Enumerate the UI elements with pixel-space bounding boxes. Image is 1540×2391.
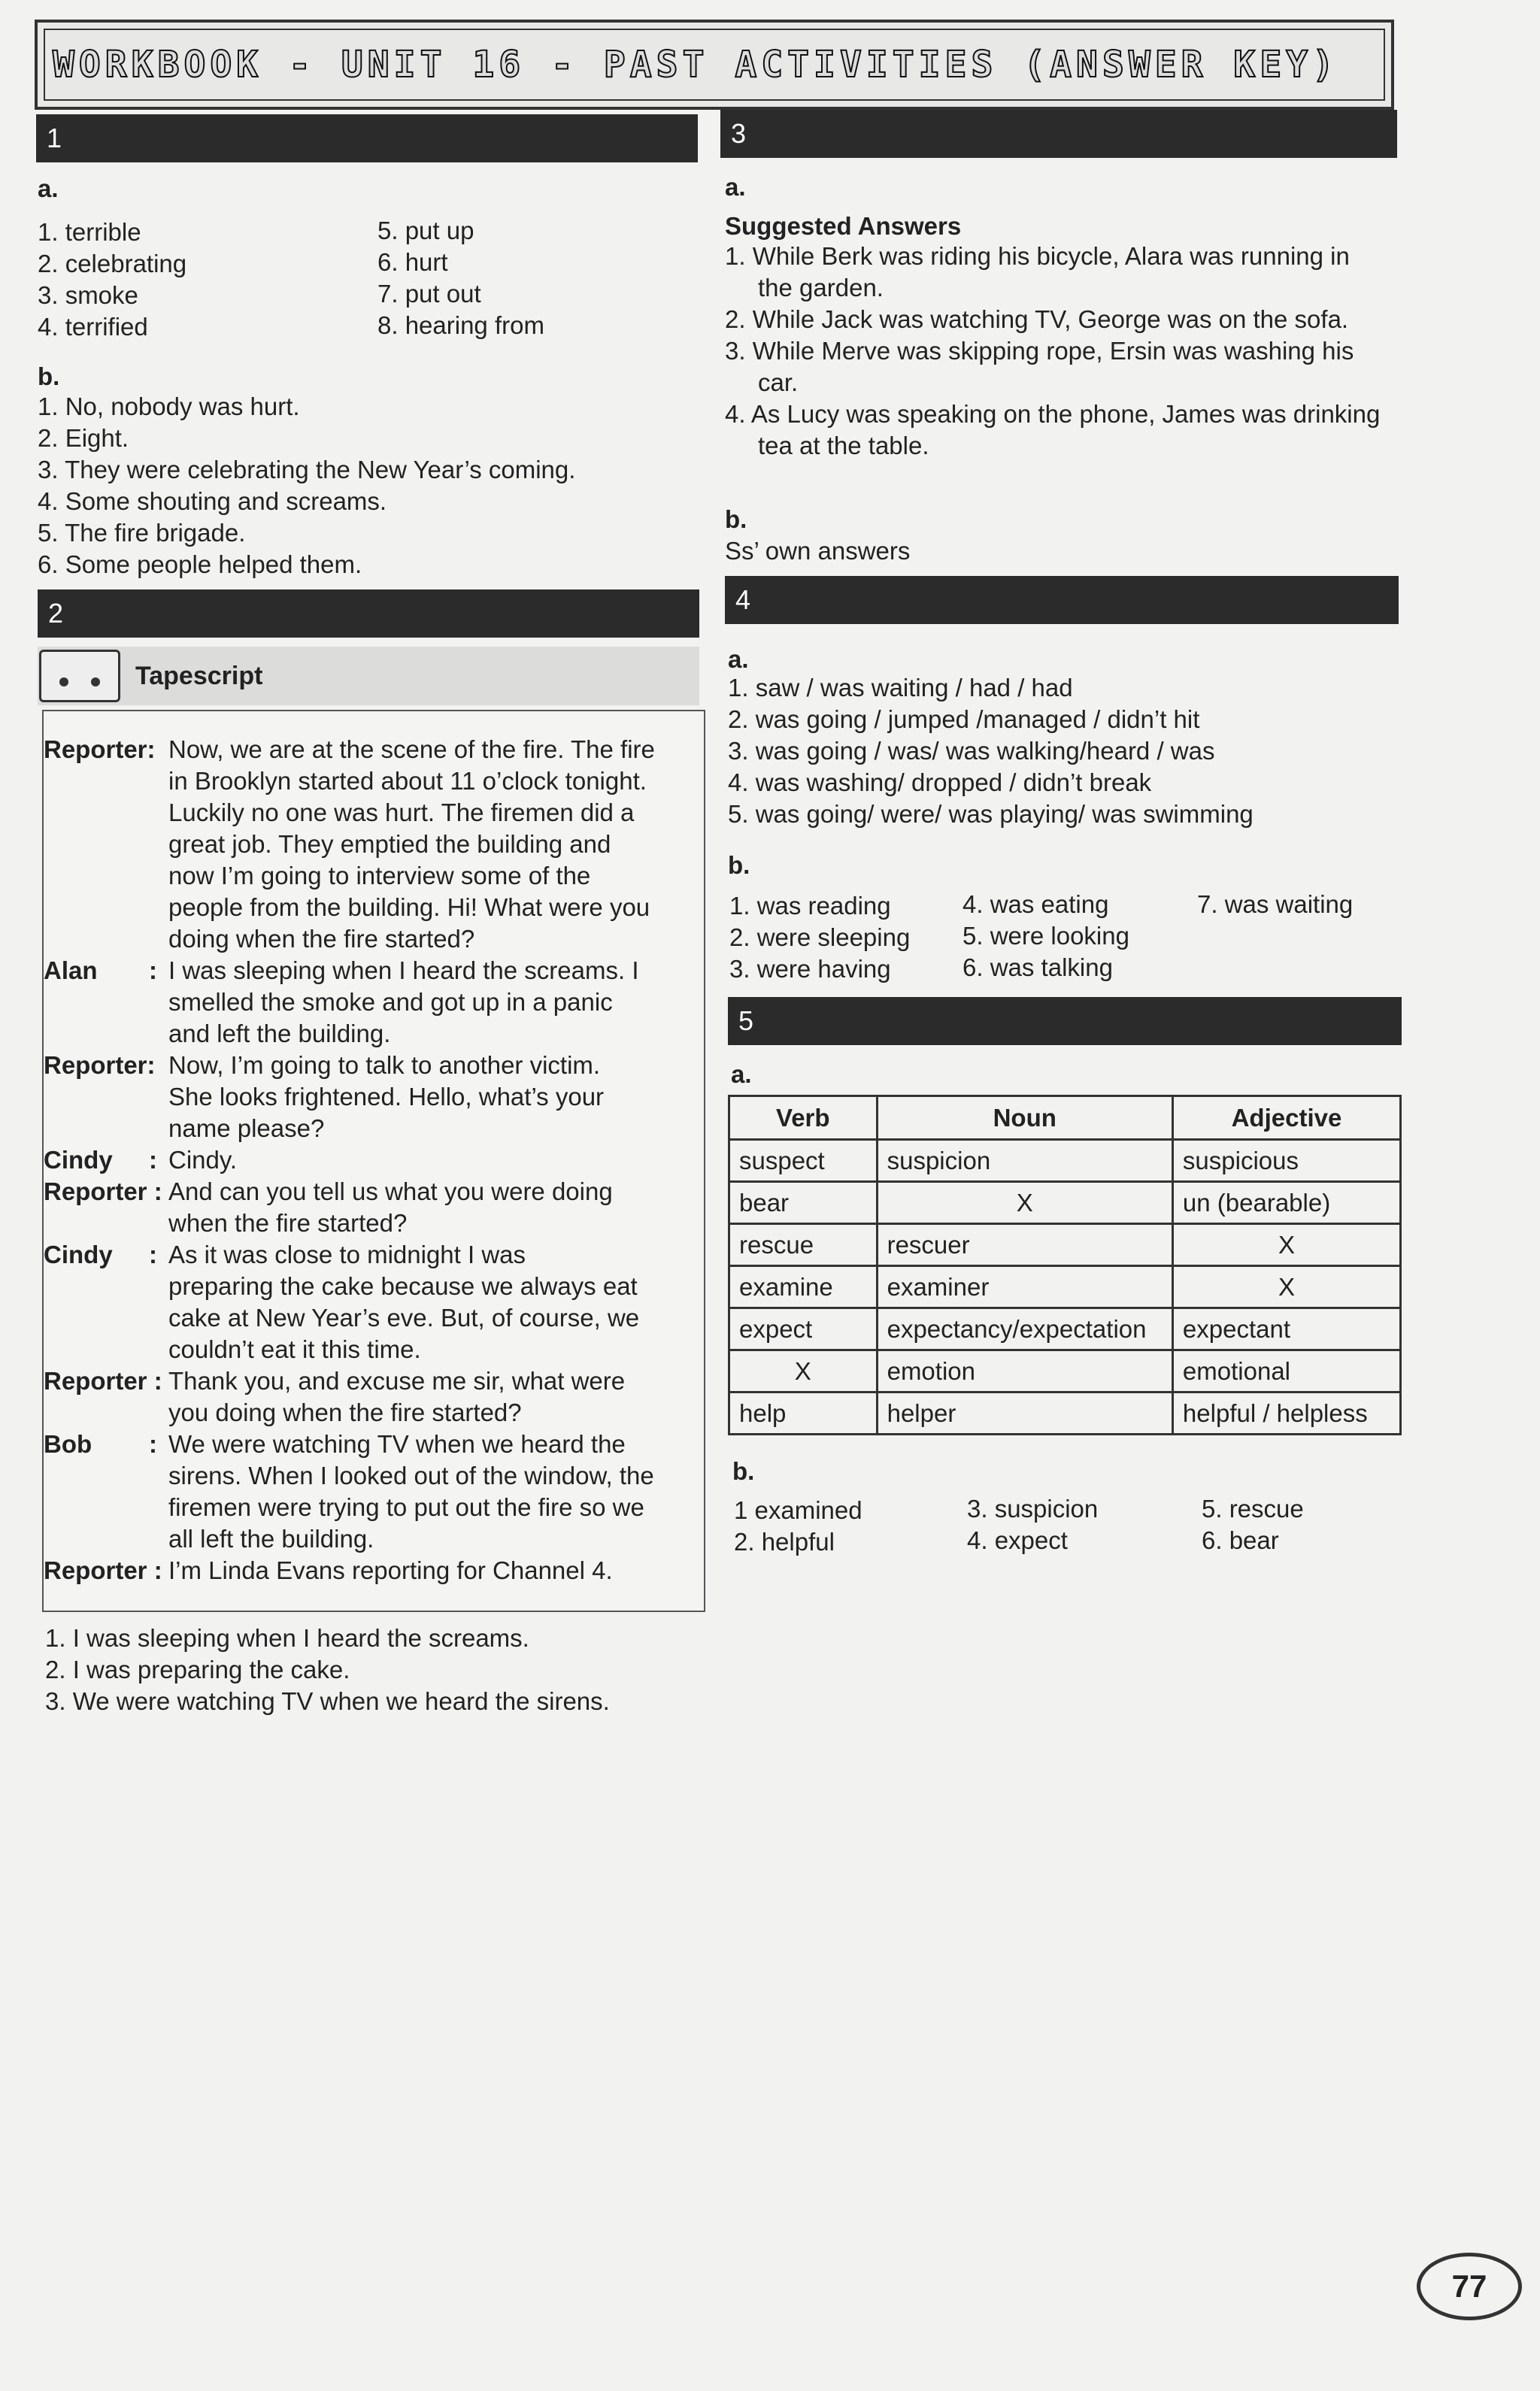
dialogue-line: name please?: [168, 1114, 325, 1142]
list-item: 4. As Lucy was speaking on the phone, James was drinking tea at the table.: [725, 400, 1381, 459]
s5-b-col1: [734, 1495, 862, 1558]
speaker-label: Cindy: [44, 1146, 113, 1174]
dialogue-line: sirens. When I looked out of the window, the: [168, 1462, 654, 1489]
s4-b-col3: [1197, 889, 1353, 920]
section-3-header: [720, 110, 1397, 158]
dialogue-line: great job. They emptied the building and: [168, 830, 611, 858]
table-cell: examine: [729, 1266, 878, 1308]
dialogue-line: you doing when the fire started?: [168, 1399, 522, 1426]
table-cell: emotional: [1172, 1350, 1400, 1392]
dialogue-line: Now, I’m going to talk to another victim.: [168, 1051, 601, 1079]
table-row: [729, 1308, 1401, 1350]
dialogue-line: doing when the fire started?: [168, 925, 475, 953]
table-cell: suspicious: [1172, 1140, 1400, 1182]
dialogue-line: I was sleeping when I heard the screams. I: [168, 956, 639, 984]
table-cell: un (bearable): [1172, 1182, 1400, 1224]
list-item: 4. was washing/ dropped / didn’t break: [728, 768, 1152, 796]
table-cell: emotion: [877, 1350, 1172, 1392]
list-item: 6. was talking: [962, 953, 1113, 981]
part-label: a.: [725, 173, 746, 201]
part-label: a.: [728, 645, 749, 673]
s2-answers: [45, 1623, 610, 1717]
list-item: 2. While Jack was watching TV, George was on the sofa.: [725, 305, 1349, 333]
list-item: 1. terrible: [38, 218, 141, 246]
table-cell: help: [729, 1392, 878, 1435]
table-row: [729, 1392, 1401, 1435]
s5-b-col3: [1202, 1493, 1304, 1556]
table-header-row: [729, 1096, 1401, 1140]
list-item: 7. was waiting: [1197, 890, 1354, 918]
list-item: 3. They were celebrating the New Year’s coming.: [38, 456, 576, 483]
list-item: 4. terrified: [38, 313, 148, 341]
list-item: 7. put out: [377, 280, 481, 308]
list-item: 2. were sleeping: [729, 923, 911, 951]
list-item: 4. expect: [967, 1526, 1068, 1554]
list-item: 6. hurt: [377, 248, 448, 276]
dialogue-line: and left the building.: [168, 1020, 391, 1047]
section-number: 2: [48, 598, 64, 629]
table-cell: expectant: [1172, 1308, 1400, 1350]
own-answers-text: Ss’ own answers: [725, 537, 911, 565]
speaker-label: Reporter:: [44, 1051, 156, 1079]
speaker-label: Bob: [44, 1430, 92, 1458]
table-row: [729, 1266, 1401, 1308]
section-1-header: [36, 114, 698, 162]
s3-a-list: [725, 241, 1387, 462]
dialogue-line: people from the building. Hi! What were you: [168, 893, 650, 921]
table-cell: helper: [877, 1392, 1172, 1435]
part-label: b.: [725, 505, 747, 533]
dialogue-line: And can you tell us what you were doing: [168, 1177, 613, 1205]
list-item: 8. hearing from: [377, 311, 544, 339]
s1-a-list-left: [38, 217, 186, 343]
table-row: [729, 1224, 1401, 1266]
s1-a-list-right: [377, 215, 544, 341]
list-item: 1. saw / was waiting / had / had: [728, 674, 1073, 702]
table-cell: X: [729, 1350, 878, 1392]
table-row: [729, 1350, 1401, 1392]
list-item: 5. were looking: [962, 922, 1129, 950]
speaker-label: Reporter :: [44, 1177, 162, 1205]
dialogue-line: preparing the cake because we always eat: [168, 1272, 638, 1300]
dialogue-line: cake at New Year’s eve. But, of course, we: [168, 1304, 640, 1332]
list-item: 1. I was sleeping when I heard the screams.: [45, 1624, 529, 1652]
part-label: b.: [38, 362, 60, 390]
page-number-text: 77: [1451, 2268, 1487, 2304]
part-label: b.: [728, 851, 750, 879]
list-item: 3. smoke: [38, 281, 138, 309]
speaker-label: Cindy: [44, 1241, 113, 1268]
speaker-label: Reporter:: [44, 735, 156, 763]
dialogue-line: couldn’t eat it this time.: [168, 1335, 421, 1363]
s5-b-col2: [967, 1493, 1098, 1556]
dialogue-line: Cindy.: [168, 1146, 238, 1174]
list-item: 2. was going / jumped /managed / didn’t hit: [728, 705, 1200, 733]
table-cell: expectancy/expectation: [877, 1308, 1172, 1350]
list-item: 3. was going / was/ was walking/heard / was: [728, 737, 1215, 765]
table-cell: suspicion: [877, 1140, 1172, 1182]
list-item: 2. I was preparing the cake.: [45, 1656, 350, 1683]
s1-b-list: [38, 391, 575, 580]
tapescript-box: Reporter: Now, we are at the scene of the fire. The fire in Brooklyn started about 11 o’clock tonight. Luckily no one was hurt. The firemen did a great job. They emptied the building and now I’m going to interview some of the people from the building. Hi! What were you doing when the fire started? Alan : I was sleeping when I heard the screams. I smelled the smoke and got up in a panic and left the building. Reporter: Now, I’m going to talk to another victim. She looks frightened. Hello, what’s your name please? Cindy : Cindy. Reporter : And can you tell us what you were doing when the fire started? Cindy : As it was close to midnight I was preparing the cake because we always eat cake at New Year’s eve. But, of course, we couldn’t eat it this time. Reporter : Thank you, and excuse me sir, what were you doing when the fire started? Bob : We were watching TV when we heard the sirens. When I looked out of the window, the firemen were trying to put out the fire so we all left the building. Reporter : I’m Linda Evans reporting for Channel 4.: [42, 710, 705, 1612]
dialogue-line: now I’m going to interview some of the: [168, 862, 591, 889]
table-cell: bear: [729, 1182, 878, 1224]
section-number: 1: [47, 123, 62, 153]
table-cell: X: [1172, 1224, 1400, 1266]
list-item: 2. celebrating: [38, 250, 187, 277]
column-header: Adjective: [1172, 1096, 1400, 1140]
dialogue-line: As it was close to midnight I was: [168, 1241, 526, 1268]
dialogue-line: She looks frightened. Hello, what’s your: [168, 1083, 605, 1111]
speaker-label: Reporter :: [44, 1556, 162, 1584]
table-row: [729, 1182, 1401, 1224]
list-item: 1 examined: [734, 1496, 862, 1524]
cassette-icon: [39, 650, 120, 702]
s4-b-col1: [729, 890, 910, 985]
list-item: 3. While Merve was skipping rope, Ersin was washing his car.: [725, 337, 1354, 396]
section-4-header: [725, 576, 1399, 624]
section-number: 4: [735, 584, 751, 615]
part-label: a.: [38, 174, 59, 202]
list-item: 3. We were watching TV when we heard the sirens.: [45, 1687, 610, 1715]
dialogue-line: Luckily no one was hurt. The firemen did a: [168, 799, 635, 826]
list-item: 2. helpful: [734, 1528, 835, 1556]
list-item: 1. No, nobody was hurt.: [38, 392, 300, 420]
s4-b-col2: [962, 889, 1129, 983]
table-cell: helpful / helpless: [1172, 1392, 1400, 1435]
dialogue-line: all left the building.: [168, 1525, 374, 1553]
part-label: b.: [732, 1457, 755, 1485]
suggested-answers-label: Suggested Answers: [725, 212, 962, 240]
dialogue-line: We were watching TV when we heard the: [168, 1430, 626, 1458]
section-5-header: [728, 997, 1402, 1045]
column-header: Noun: [877, 1096, 1172, 1140]
table-cell: rescuer: [877, 1224, 1172, 1266]
dialogue-line: Thank you, and excuse me sir, what were: [168, 1367, 626, 1395]
tapescript-header: [38, 647, 699, 705]
list-item: 3. were having: [729, 955, 891, 983]
list-item: 3. suspicion: [967, 1495, 1099, 1523]
table-cell: X: [1172, 1266, 1400, 1308]
header-banner: [35, 20, 1394, 110]
list-item: 4. was eating: [962, 890, 1109, 918]
section-number: 3: [731, 118, 747, 149]
section-2-header: [38, 589, 699, 638]
list-item: 1. While Berk was riding his bicycle, Alara was running in the garden.: [725, 242, 1350, 302]
list-item: 2. Eight.: [38, 424, 129, 452]
list-item: 1. was reading: [729, 892, 891, 920]
table-cell: suspect: [729, 1140, 878, 1182]
dialogue-line: when the fire started?: [168, 1209, 408, 1237]
table-cell: examiner: [877, 1266, 1172, 1308]
speaker-label: Alan: [44, 956, 98, 984]
list-item: 6. bear: [1202, 1526, 1279, 1554]
speaker-label: Reporter :: [44, 1367, 162, 1395]
table-cell: rescue: [729, 1224, 878, 1266]
table-row: [729, 1140, 1401, 1182]
word-forms-table: [728, 1095, 1402, 1435]
list-item: 5. The fire brigade.: [38, 519, 246, 547]
page-number: [1417, 2253, 1522, 2320]
dialogue-line: firemen were trying to put out the fire so we: [168, 1493, 644, 1521]
dialogue-line: I’m Linda Evans reporting for Channel 4.: [168, 1556, 613, 1584]
dialogue-line: in Brooklyn started about 11 o’clock tonight.: [168, 767, 647, 795]
part-label: a.: [731, 1060, 752, 1088]
column-header: Verb: [729, 1096, 878, 1140]
table-cell: X: [877, 1182, 1172, 1224]
page-title: WORKBOOK - UNIT 16 - PAST ACTIVITIES (ANSWER KEY): [53, 44, 1339, 86]
s4-a-list: [728, 672, 1254, 830]
dialogue-line: smelled the smoke and got up in a panic: [168, 988, 613, 1016]
list-item: 5. rescue: [1202, 1495, 1304, 1523]
section-number: 5: [738, 1005, 754, 1036]
table-cell: expect: [729, 1308, 878, 1350]
list-item: 5. put up: [377, 217, 474, 244]
list-item: 6. Some people helped them.: [38, 550, 362, 578]
list-item: 5. was going/ were/ was playing/ was swimming: [728, 800, 1254, 828]
list-item: 4. Some shouting and screams.: [38, 487, 387, 515]
dialogue-line: Now, we are at the scene of the fire. The fire: [168, 735, 655, 763]
tapescript-title: Tapescript: [135, 661, 263, 690]
